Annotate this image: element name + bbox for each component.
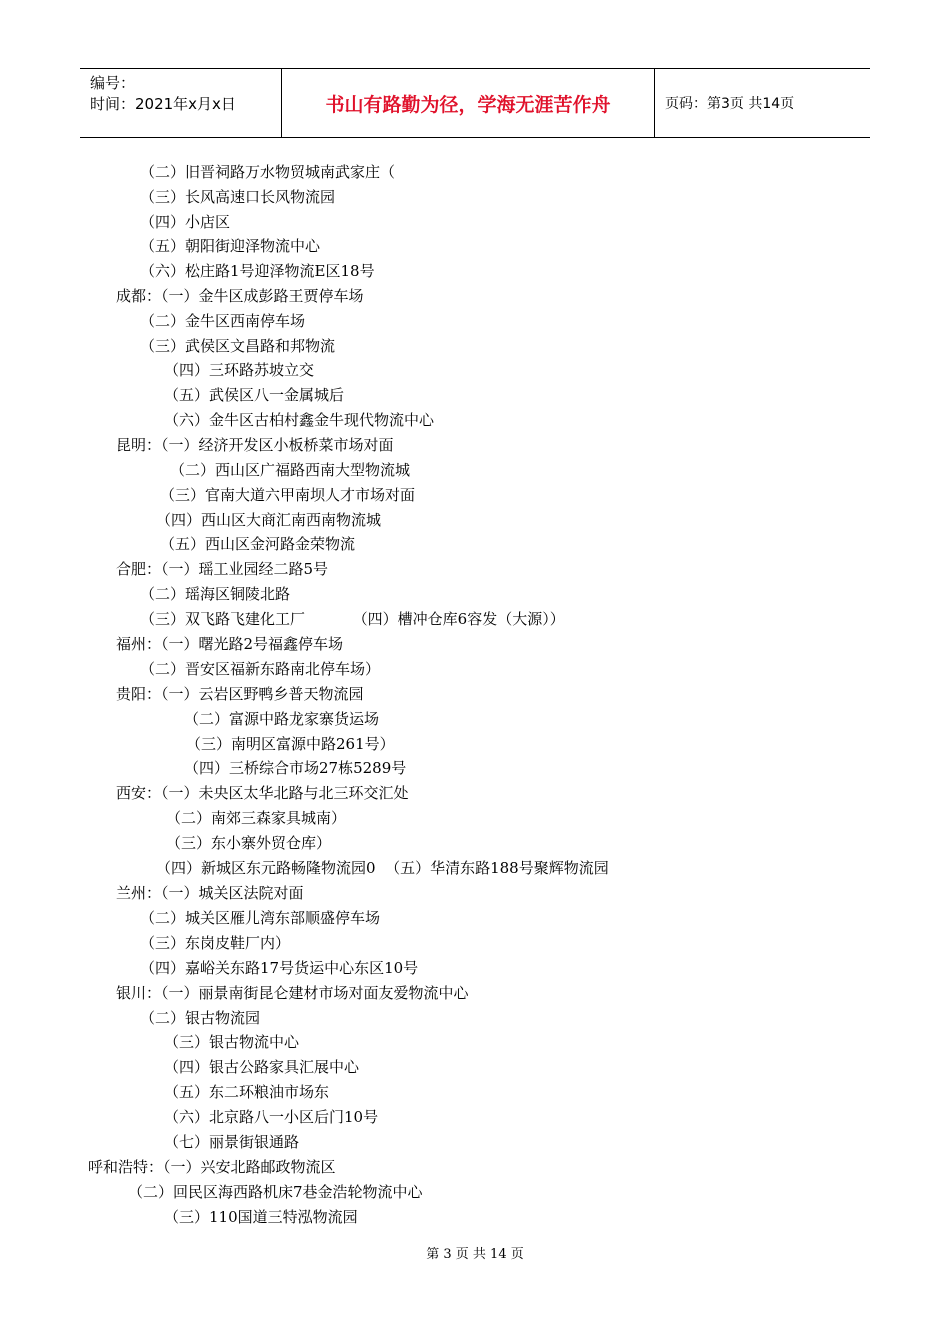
address-line: （二）西山区广福路西南大型物流城 [170, 461, 411, 479]
address-line: 成都：（一）金牛区成彭路王贾停车场 [116, 287, 364, 305]
address-line: （四）小店区 [140, 213, 231, 231]
address-line: （六）松庄路1号迎泽物流E区18号 [140, 262, 375, 280]
address-line: （四）嘉峪关东路17号货运中心东区10号 [140, 959, 419, 977]
address-line: （二）银古物流园 [140, 1009, 261, 1027]
address-line: （二）富源中路龙家寨货运场 [184, 710, 380, 728]
address-line: 合肥：（一）瑶工业园经二路5号 [116, 560, 329, 578]
footer-page-number: 第 3 页 共 14 页 [426, 1247, 524, 1262]
address-line: （三）武侯区文昌路和邦物流 [140, 337, 336, 355]
address-line: （二）回民区海西路机床7巷金浩轮物流中心 [128, 1183, 423, 1201]
address-line: 兰州：（一）城关区法院对面 [116, 884, 304, 902]
address-line: 福州：（一）曙光路2号福鑫停车场 [116, 635, 344, 653]
address-line: （六）金牛区古柏村鑫金牛现代物流中心 [164, 411, 435, 429]
page-footer [0, 1246, 950, 1264]
address-line: 昆明：（一）经济开发区小板桥菜市场对面 [116, 436, 394, 454]
address-line: （四）银古公路家具汇展中心 [164, 1058, 360, 1076]
document-header [80, 68, 870, 138]
address-line: 贵阳：（一）云岩区野鸭乡普天物流园 [116, 685, 364, 703]
address-line: （二）城关区雁儿湾东部顺盛停车场 [140, 909, 381, 927]
motto-text: 书山有路勤为径，学海无涯苦作舟 [325, 93, 611, 116]
address-line: （三）双飞路飞建化工厂 （四）槽冲仓库6容发（大源）） [140, 610, 565, 628]
number-label: 编号： [90, 74, 136, 92]
address-line: 西安：（一）未央区太华北路与北三环交汇处 [116, 784, 409, 802]
address-line: （五）西山区金河路金荣物流 [160, 535, 356, 553]
address-line: （四）三桥综合市场27栋5289号 [184, 759, 407, 777]
address-line: （三）110国道三特泓物流园 [164, 1208, 358, 1226]
address-line: （二）金牛区西南停车场 [140, 312, 306, 330]
address-line: （三）东小寨外贸仓库） [166, 834, 332, 852]
address-line: （五）东二环粮油市场东 [164, 1083, 330, 1101]
address-line: （四）西山区大商汇南西南物流城 [156, 511, 382, 529]
address-line: （六）北京路八一小区后门10号 [164, 1108, 379, 1126]
address-line: （五）朝阳街迎泽物流中心 [140, 237, 321, 255]
address-line: （四）新城区东元路畅隆物流园0 （五）华清东路188号聚辉物流园 [156, 859, 609, 877]
address-line: （七）丽景街银通路 [164, 1133, 300, 1151]
address-line: （三）官南大道六甲南坝人才市场对面 [160, 486, 416, 504]
address-line: 呼和浩特：（一）兴安北路邮政物流区 [88, 1158, 336, 1176]
address-line: （二）瑶海区铜陵北路 [140, 585, 291, 603]
date-line: 时间：2021年x月x日 [90, 95, 236, 113]
header-motto-cell [281, 69, 655, 137]
header-left-cell [80, 69, 281, 137]
address-line: （四）三环路苏坡立交 [164, 361, 315, 379]
address-line: 银川：（一）丽景南街昆仑建材市场对面友爱物流中心 [116, 984, 469, 1002]
header-page-cell [655, 69, 870, 137]
address-line: （三）东岗皮鞋厂内） [140, 934, 291, 952]
address-line: （五）武侯区八一金属城后 [164, 386, 345, 404]
address-line: （三）长风高速口长风物流园 [140, 188, 336, 206]
address-line: （二）晋安区福新东路南北停车场） [140, 660, 381, 678]
address-line: （二）旧晋祠路万水物贸城南武家庄（ [140, 163, 396, 181]
address-line: （二）南郊三森家具城南） [166, 809, 347, 827]
address-line: （三）南明区富源中路261号） [186, 735, 395, 753]
address-line: （三）银古物流中心 [164, 1033, 300, 1051]
page-info: 页码：第3页 共14页 [665, 96, 795, 112]
